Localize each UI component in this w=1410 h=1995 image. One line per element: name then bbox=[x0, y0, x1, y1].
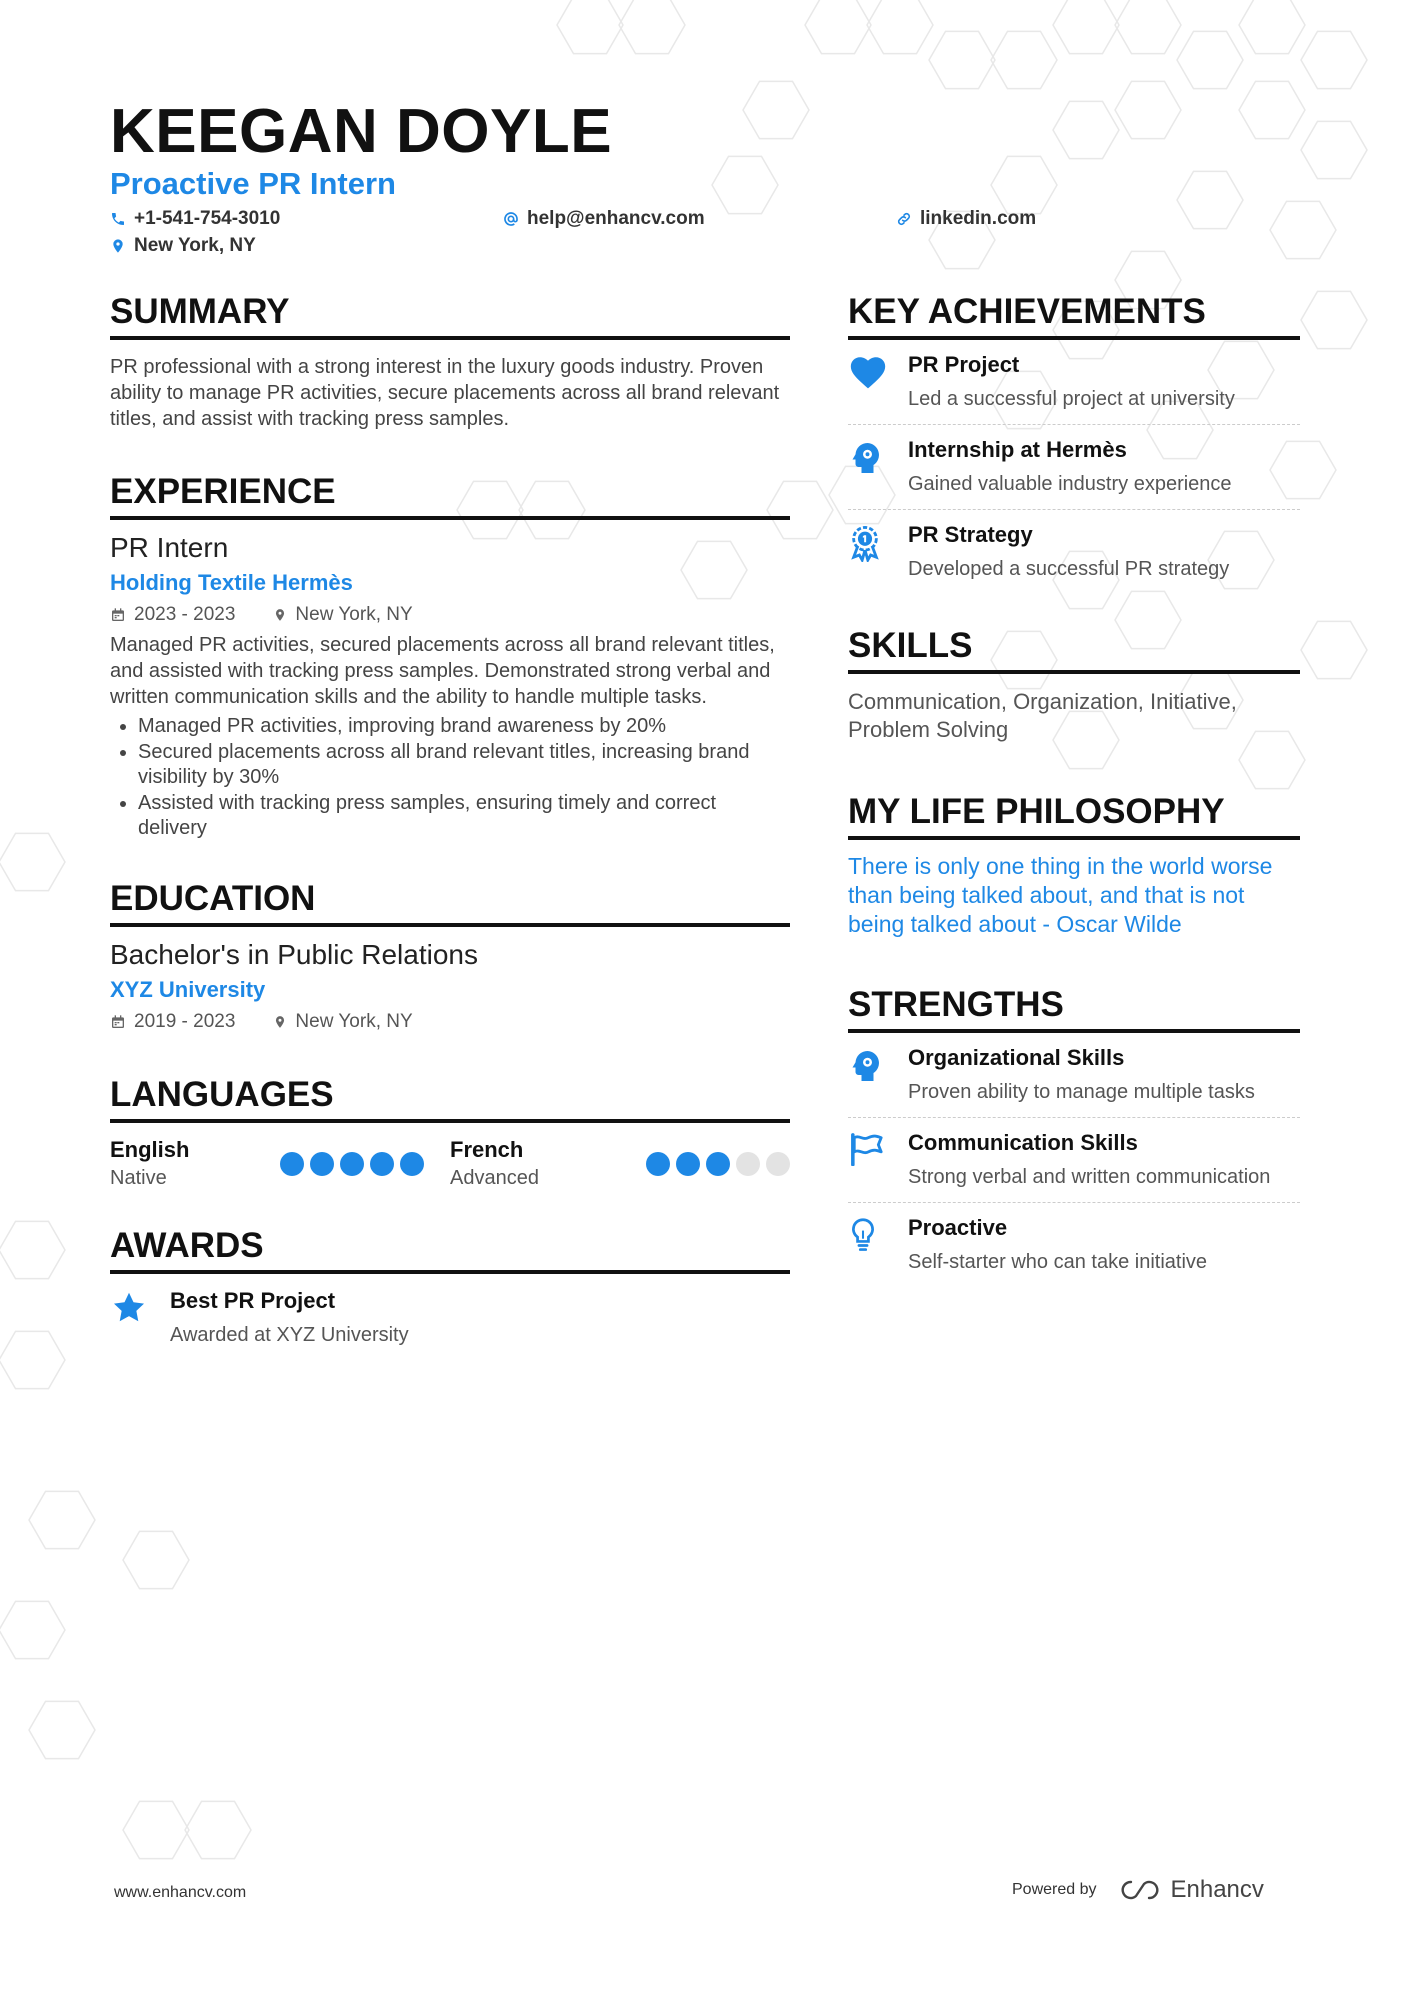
experience-company: Holding Textile Hermès bbox=[110, 570, 353, 595]
head-icon bbox=[848, 437, 890, 497]
email-contact bbox=[503, 208, 705, 230]
linkedin-contact bbox=[896, 208, 1036, 230]
strength-desc: Strong verbal and written communication bbox=[908, 1166, 1271, 1188]
star-icon bbox=[110, 1288, 152, 1348]
language-item bbox=[110, 1137, 450, 1190]
education-heading: EDUCATION bbox=[110, 877, 790, 927]
language-name: French bbox=[450, 1137, 524, 1162]
summary-heading: SUMMARY bbox=[110, 290, 790, 340]
linkedin-text[interactable]: linkedin.com bbox=[920, 208, 1037, 229]
strength-item bbox=[848, 1203, 1300, 1287]
list-item: • Managed PR activities, improving brand awareness by 20% bbox=[138, 714, 790, 739]
at-icon bbox=[503, 211, 519, 227]
strength-item bbox=[848, 1118, 1300, 1203]
strength-desc: Proven ability to manage multiple tasks bbox=[908, 1081, 1255, 1103]
rating-dot-empty bbox=[736, 1152, 760, 1176]
experience-role: PR Intern bbox=[110, 532, 229, 563]
flag-icon bbox=[848, 1130, 890, 1190]
achievement-desc: Led a successful project at university bbox=[908, 388, 1235, 410]
achievement-item bbox=[848, 510, 1300, 594]
powered-by-label: Powered by bbox=[1012, 1881, 1097, 1898]
heart-icon bbox=[848, 352, 890, 412]
phone-icon bbox=[110, 211, 126, 227]
list-item: • Secured placements across all brand relevant titles, increasing brand visibility by 30% bbox=[138, 740, 790, 790]
experience-description: Managed PR activities, secured placements across all brand relevant titles, and assisted with tracking press samples. Demonstrated strong verbal and written communication skills and the ability to handle multiple tasks. bbox=[110, 634, 775, 708]
rating-dot-filled bbox=[646, 1152, 670, 1176]
strengths-section bbox=[848, 983, 1300, 1287]
location-pin-icon bbox=[273, 1014, 287, 1030]
summary-section bbox=[110, 290, 790, 432]
strength-title: Organizational Skills bbox=[908, 1045, 1125, 1070]
location-text: New York, NY bbox=[134, 235, 256, 256]
language-level: Advanced bbox=[450, 1167, 539, 1189]
footer-branding bbox=[1012, 1876, 1264, 1904]
achievement-title: PR Project bbox=[908, 352, 1020, 377]
rating-dot-filled bbox=[280, 1152, 304, 1176]
education-meta bbox=[110, 1011, 790, 1033]
right-column bbox=[848, 290, 1300, 1287]
experience-dates: 2023 - 2023 bbox=[134, 604, 236, 625]
enhancv-logo-icon bbox=[1117, 1878, 1163, 1902]
rating-dot-filled bbox=[706, 1152, 730, 1176]
calendar-icon bbox=[110, 607, 126, 623]
summary-text: PR professional with a strong interest in the luxury goods industry. Proven ability to manage PR activities, secure placements across all brand relevant titles, and assist with tracking press samples. bbox=[110, 356, 780, 430]
achievement-title: Internship at Hermès bbox=[908, 437, 1127, 462]
brand-name: Enhancv bbox=[1170, 1876, 1264, 1903]
award-desc: Awarded at XYZ University bbox=[170, 1324, 409, 1346]
strengths-heading: STRENGTHS bbox=[848, 983, 1300, 1033]
list-item: • Assisted with tracking press samples, ensuring timely and correct delivery bbox=[138, 791, 790, 841]
achievements-heading: KEY ACHIEVEMENTS bbox=[848, 290, 1300, 340]
experience-section bbox=[110, 470, 790, 841]
rating-dot-filled bbox=[676, 1152, 700, 1176]
location-pin-icon bbox=[110, 237, 126, 255]
strength-title: Communication Skills bbox=[908, 1130, 1138, 1155]
calendar-icon bbox=[110, 1014, 126, 1030]
language-rating bbox=[646, 1152, 790, 1176]
award-title: Best PR Project bbox=[170, 1288, 336, 1313]
rating-dot-filled bbox=[370, 1152, 394, 1176]
link-icon bbox=[896, 211, 912, 227]
skills-text: Communication, Organization, Initiative, Problem Solving bbox=[848, 689, 1237, 742]
rating-dot-filled bbox=[400, 1152, 424, 1176]
rating-dot-filled bbox=[340, 1152, 364, 1176]
education-dates: 2019 - 2023 bbox=[134, 1011, 236, 1032]
phone-contact bbox=[110, 208, 280, 230]
education-school: XYZ University bbox=[110, 977, 266, 1002]
achievement-item bbox=[848, 425, 1300, 510]
philosophy-quote: There is only one thing in the world worse than being talked about, and that is not being talked about - Oscar Wilde bbox=[848, 853, 1273, 937]
languages-section bbox=[110, 1073, 790, 1190]
footer-website[interactable]: www.enhancv.com bbox=[114, 1884, 247, 1901]
candidate-title: Proactive PR Intern bbox=[110, 166, 396, 201]
experience-bullets bbox=[110, 714, 790, 841]
experience-meta bbox=[110, 604, 790, 626]
philosophy-heading: MY LIFE PHILOSOPHY bbox=[848, 790, 1300, 840]
achievement-title: PR Strategy bbox=[908, 522, 1033, 547]
languages-heading: LANGUAGES bbox=[110, 1073, 790, 1123]
experience-heading: EXPERIENCE bbox=[110, 470, 790, 520]
achievements-section bbox=[848, 290, 1300, 594]
award-ribbon-icon bbox=[848, 522, 890, 582]
achievement-item bbox=[848, 340, 1300, 425]
location-pin-icon bbox=[273, 607, 287, 623]
awards-heading: AWARDS bbox=[110, 1224, 790, 1274]
language-level: Native bbox=[110, 1167, 167, 1189]
strength-item bbox=[848, 1033, 1300, 1118]
strength-desc: Self-starter who can take initiative bbox=[908, 1251, 1208, 1273]
lightbulb-icon bbox=[848, 1215, 890, 1275]
head-icon bbox=[848, 1045, 890, 1105]
education-section bbox=[110, 877, 790, 1033]
location-contact bbox=[110, 235, 256, 257]
skills-heading: SKILLS bbox=[848, 624, 1300, 674]
achievement-desc: Gained valuable industry experience bbox=[908, 473, 1232, 495]
email-text[interactable]: help@enhancv.com bbox=[527, 208, 705, 229]
phone-text[interactable]: +1-541-754-3010 bbox=[134, 208, 281, 229]
language-item bbox=[450, 1137, 790, 1190]
strength-title: Proactive bbox=[908, 1215, 1008, 1240]
education-degree: Bachelor's in Public Relations bbox=[110, 939, 478, 970]
awards-section bbox=[110, 1224, 790, 1360]
languages-list bbox=[110, 1137, 790, 1190]
achievement-desc: Developed a successful PR strategy bbox=[908, 558, 1230, 580]
education-location: New York, NY bbox=[295, 1011, 413, 1032]
skills-section bbox=[848, 624, 1300, 744]
rating-dot-empty bbox=[766, 1152, 790, 1176]
left-column bbox=[110, 290, 790, 1360]
award-item bbox=[110, 1274, 410, 1360]
language-rating bbox=[280, 1152, 424, 1176]
rating-dot-filled bbox=[310, 1152, 334, 1176]
brand-logo[interactable] bbox=[1117, 1876, 1264, 1904]
candidate-name: KEEGAN DOYLE bbox=[110, 97, 613, 166]
language-name: English bbox=[110, 1137, 190, 1162]
experience-location: New York, NY bbox=[295, 604, 413, 625]
philosophy-section bbox=[848, 790, 1300, 939]
